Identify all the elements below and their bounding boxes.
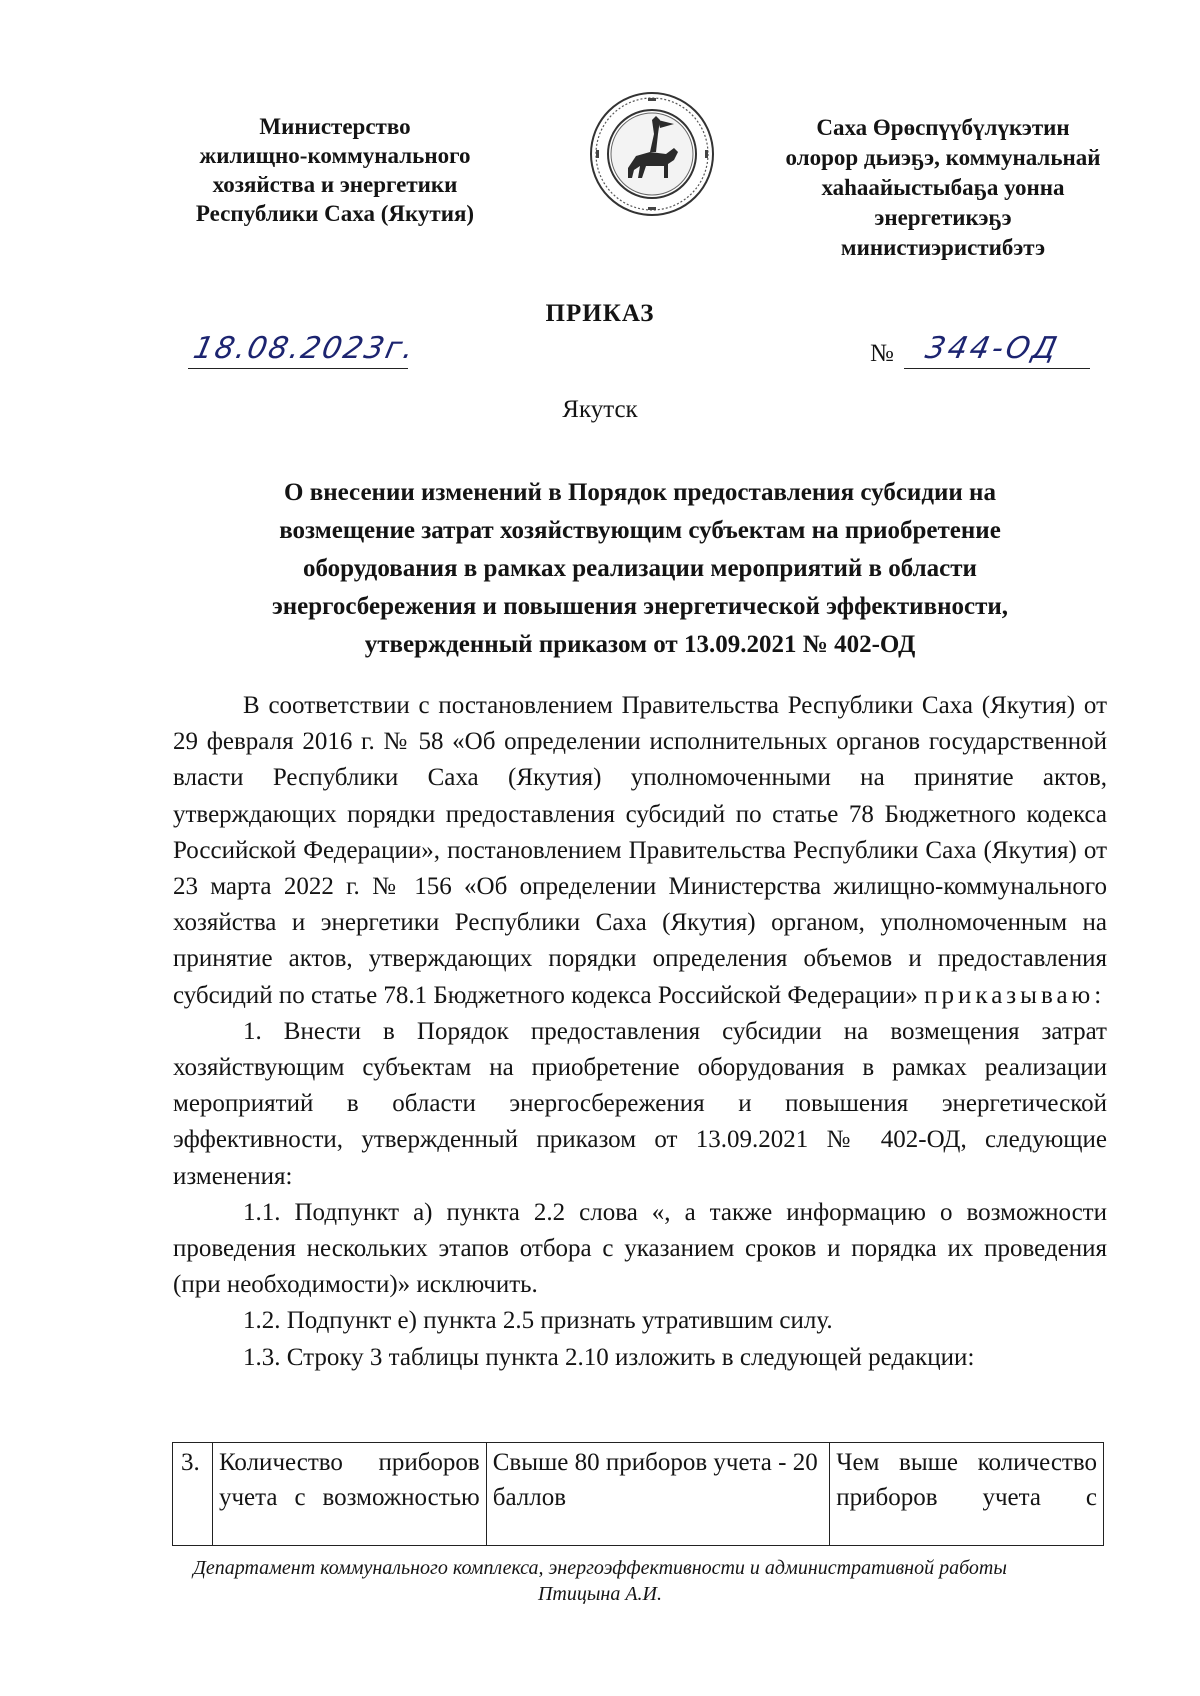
- ministry-name-line: Республики Саха (Якутия): [195, 201, 475, 226]
- order-subject-line: О внесении изменений в Порядок предоставления субсидии на: [284, 479, 996, 506]
- order-date-field: [188, 322, 419, 369]
- ministry-name-line: Министерство: [259, 114, 411, 139]
- order-subject-line: энергосбережения и повышения энергетической эффективности,: [271, 593, 1009, 620]
- criteria-table: [172, 1442, 1104, 1546]
- preamble-paragraph: [173, 688, 1107, 1014]
- ministry-name-line: Саха Өрөспүүбүлүкэтин: [816, 115, 1070, 140]
- document-footer: [0, 1555, 1200, 1607]
- order-title: ПРИКАЗ: [545, 300, 655, 327]
- order-city: Якутск: [562, 396, 638, 423]
- order-number-handwritten: 344-ОД: [922, 331, 1063, 366]
- order-word: приказываю:: [924, 981, 1106, 1009]
- order-subject-line: оборудования в рамках реализации мероприятий в области: [303, 555, 977, 582]
- ministry-name-line: хозяйства и энергетики: [212, 172, 458, 197]
- ministry-name-russian: [170, 112, 500, 228]
- footer-executor: Птицына А.И.: [537, 1583, 662, 1605]
- ministry-name-line: олорор дьиэҕэ, коммунальнай: [785, 145, 1101, 170]
- clause-1-paragraph: 1. Внести в Порядок предоставления субсидии на возмещения затрат хозяйствующим субъектам на приобретение оборудования в рамках реализации мероприятий в области энергосбережения и повышения энергетической эффективности, утвержденный приказом от 13.09.2021 № 402-ОД, следующие изменения:: [173, 1017, 1107, 1190]
- order-date-handwritten: 18.08.2023г.: [190, 331, 419, 366]
- ministry-name-sakha: [760, 113, 1126, 263]
- table-row: [173, 1443, 1104, 1546]
- ministry-name-line: хаһаайыстыбаҕа уонна: [821, 175, 1065, 200]
- footer-department: Департамент коммунального комплекса, энергоэффективности и административной работы: [193, 1557, 1007, 1579]
- ministry-name-line: жилищно-коммунального: [199, 143, 471, 168]
- order-subject-line: возмещение затрат хозяйствующим субъектам на приобретение: [279, 517, 1001, 544]
- ministry-name-line: энергетикэҕэ: [874, 205, 1012, 230]
- preamble-text: В соответствии с постановлением Правительства Республики Саха (Якутия) от 29 февраля 2016 г. № 58 «Об определении исполнительных органов государственной власти Республики Саха (Якутия) уполномоченными на принятие актов, утверждающих порядки предоставления субсидий по статье 78 Бюджетного кодекса Российской Федерации», постановлением Правительства Республики Саха (Якутия) от 23 марта 2022 г. № 156 «Об определении Министерства жилищно-коммунального хозяйства и энергетики Республики Саха (Якутия) органом, уполномоченным на принятие актов, утверждающих порядки определения объемов и предоставления субсидий по статье 78.1 Бюджетного кодекса Российской Федерации»: [173, 692, 1107, 1009]
- order-number-label: №: [870, 340, 894, 367]
- table-cell-number: 3.: [173, 1443, 213, 1546]
- table-cell-score: Свыше 80 приборов учета - 20 баллов: [486, 1443, 829, 1546]
- table-cell-note: Чем выше количество приборов учета с: [830, 1443, 1104, 1546]
- sakha-republic-emblem-icon: [588, 90, 716, 218]
- table-cell-criterion: Количество приборов учета с возможностью: [212, 1443, 486, 1546]
- order-number-field: [904, 322, 1090, 369]
- order-subject-line: утвержденный приказом от 13.09.2021 № 402-ОД: [364, 631, 916, 658]
- clause-1-3-paragraph: 1.3. Строку 3 таблицы пункта 2.10 изложить в следующей редакции:: [243, 1343, 975, 1371]
- order-subject: [210, 474, 1070, 664]
- order-body: [173, 688, 1107, 1376]
- ministry-name-line: министиэристибэтэ: [840, 235, 1046, 260]
- clause-1-2-paragraph: 1.2. Подпункт е) пункта 2.5 признать утратившим силу.: [243, 1307, 833, 1335]
- clause-1-1-paragraph: 1.1. Подпункт а) пункта 2.2 слова «, а также информацию о возможности проведения нескольких этапов отбора с указанием сроков и порядка их проведения (при необходимости)» исключить.: [173, 1198, 1107, 1299]
